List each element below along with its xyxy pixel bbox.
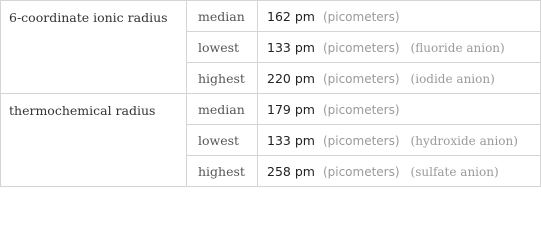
value-unit-full: (picometers) xyxy=(322,133,400,148)
value-cell xyxy=(258,1,541,32)
value-note: (iodide anion) xyxy=(410,71,495,86)
group-label: 6-coordinate ionic radius xyxy=(1,1,187,94)
value-number: 162 xyxy=(267,8,291,24)
table-row xyxy=(1,94,541,125)
value-unit-full: (picometers) xyxy=(322,9,400,24)
value-unit: pm xyxy=(294,132,315,148)
stat-label: lowest xyxy=(187,125,258,156)
value-number: 133 xyxy=(267,132,291,148)
value-unit: pm xyxy=(294,163,315,179)
value-number: 179 xyxy=(267,101,291,117)
value-unit: pm xyxy=(294,101,315,117)
stat-label: median xyxy=(187,1,258,32)
value-cell xyxy=(258,94,541,125)
value-number: 258 xyxy=(267,163,291,179)
value-unit-full: (picometers) xyxy=(322,71,400,86)
value-note: (hydroxide anion) xyxy=(410,133,518,148)
value-cell xyxy=(258,63,541,94)
value-cell xyxy=(258,125,541,156)
value-cell xyxy=(258,32,541,63)
value-unit-full: (picometers) xyxy=(322,40,400,55)
stat-label: highest xyxy=(187,63,258,94)
stat-label: highest xyxy=(187,156,258,187)
value-number: 220 xyxy=(267,70,291,86)
value-unit: pm xyxy=(294,8,315,24)
value-cell xyxy=(258,156,541,187)
value-note: (sulfate anion) xyxy=(410,164,499,179)
value-unit: pm xyxy=(294,39,315,55)
value-unit: pm xyxy=(294,70,315,86)
value-number: 133 xyxy=(267,39,291,55)
stat-label: lowest xyxy=(187,32,258,63)
table-row xyxy=(1,1,541,32)
stat-label: median xyxy=(187,94,258,125)
value-note: (fluoride anion) xyxy=(410,40,505,55)
value-unit-full: (picometers) xyxy=(322,164,400,179)
value-unit-full: (picometers) xyxy=(322,102,400,117)
group-label: thermochemical radius xyxy=(1,94,187,187)
